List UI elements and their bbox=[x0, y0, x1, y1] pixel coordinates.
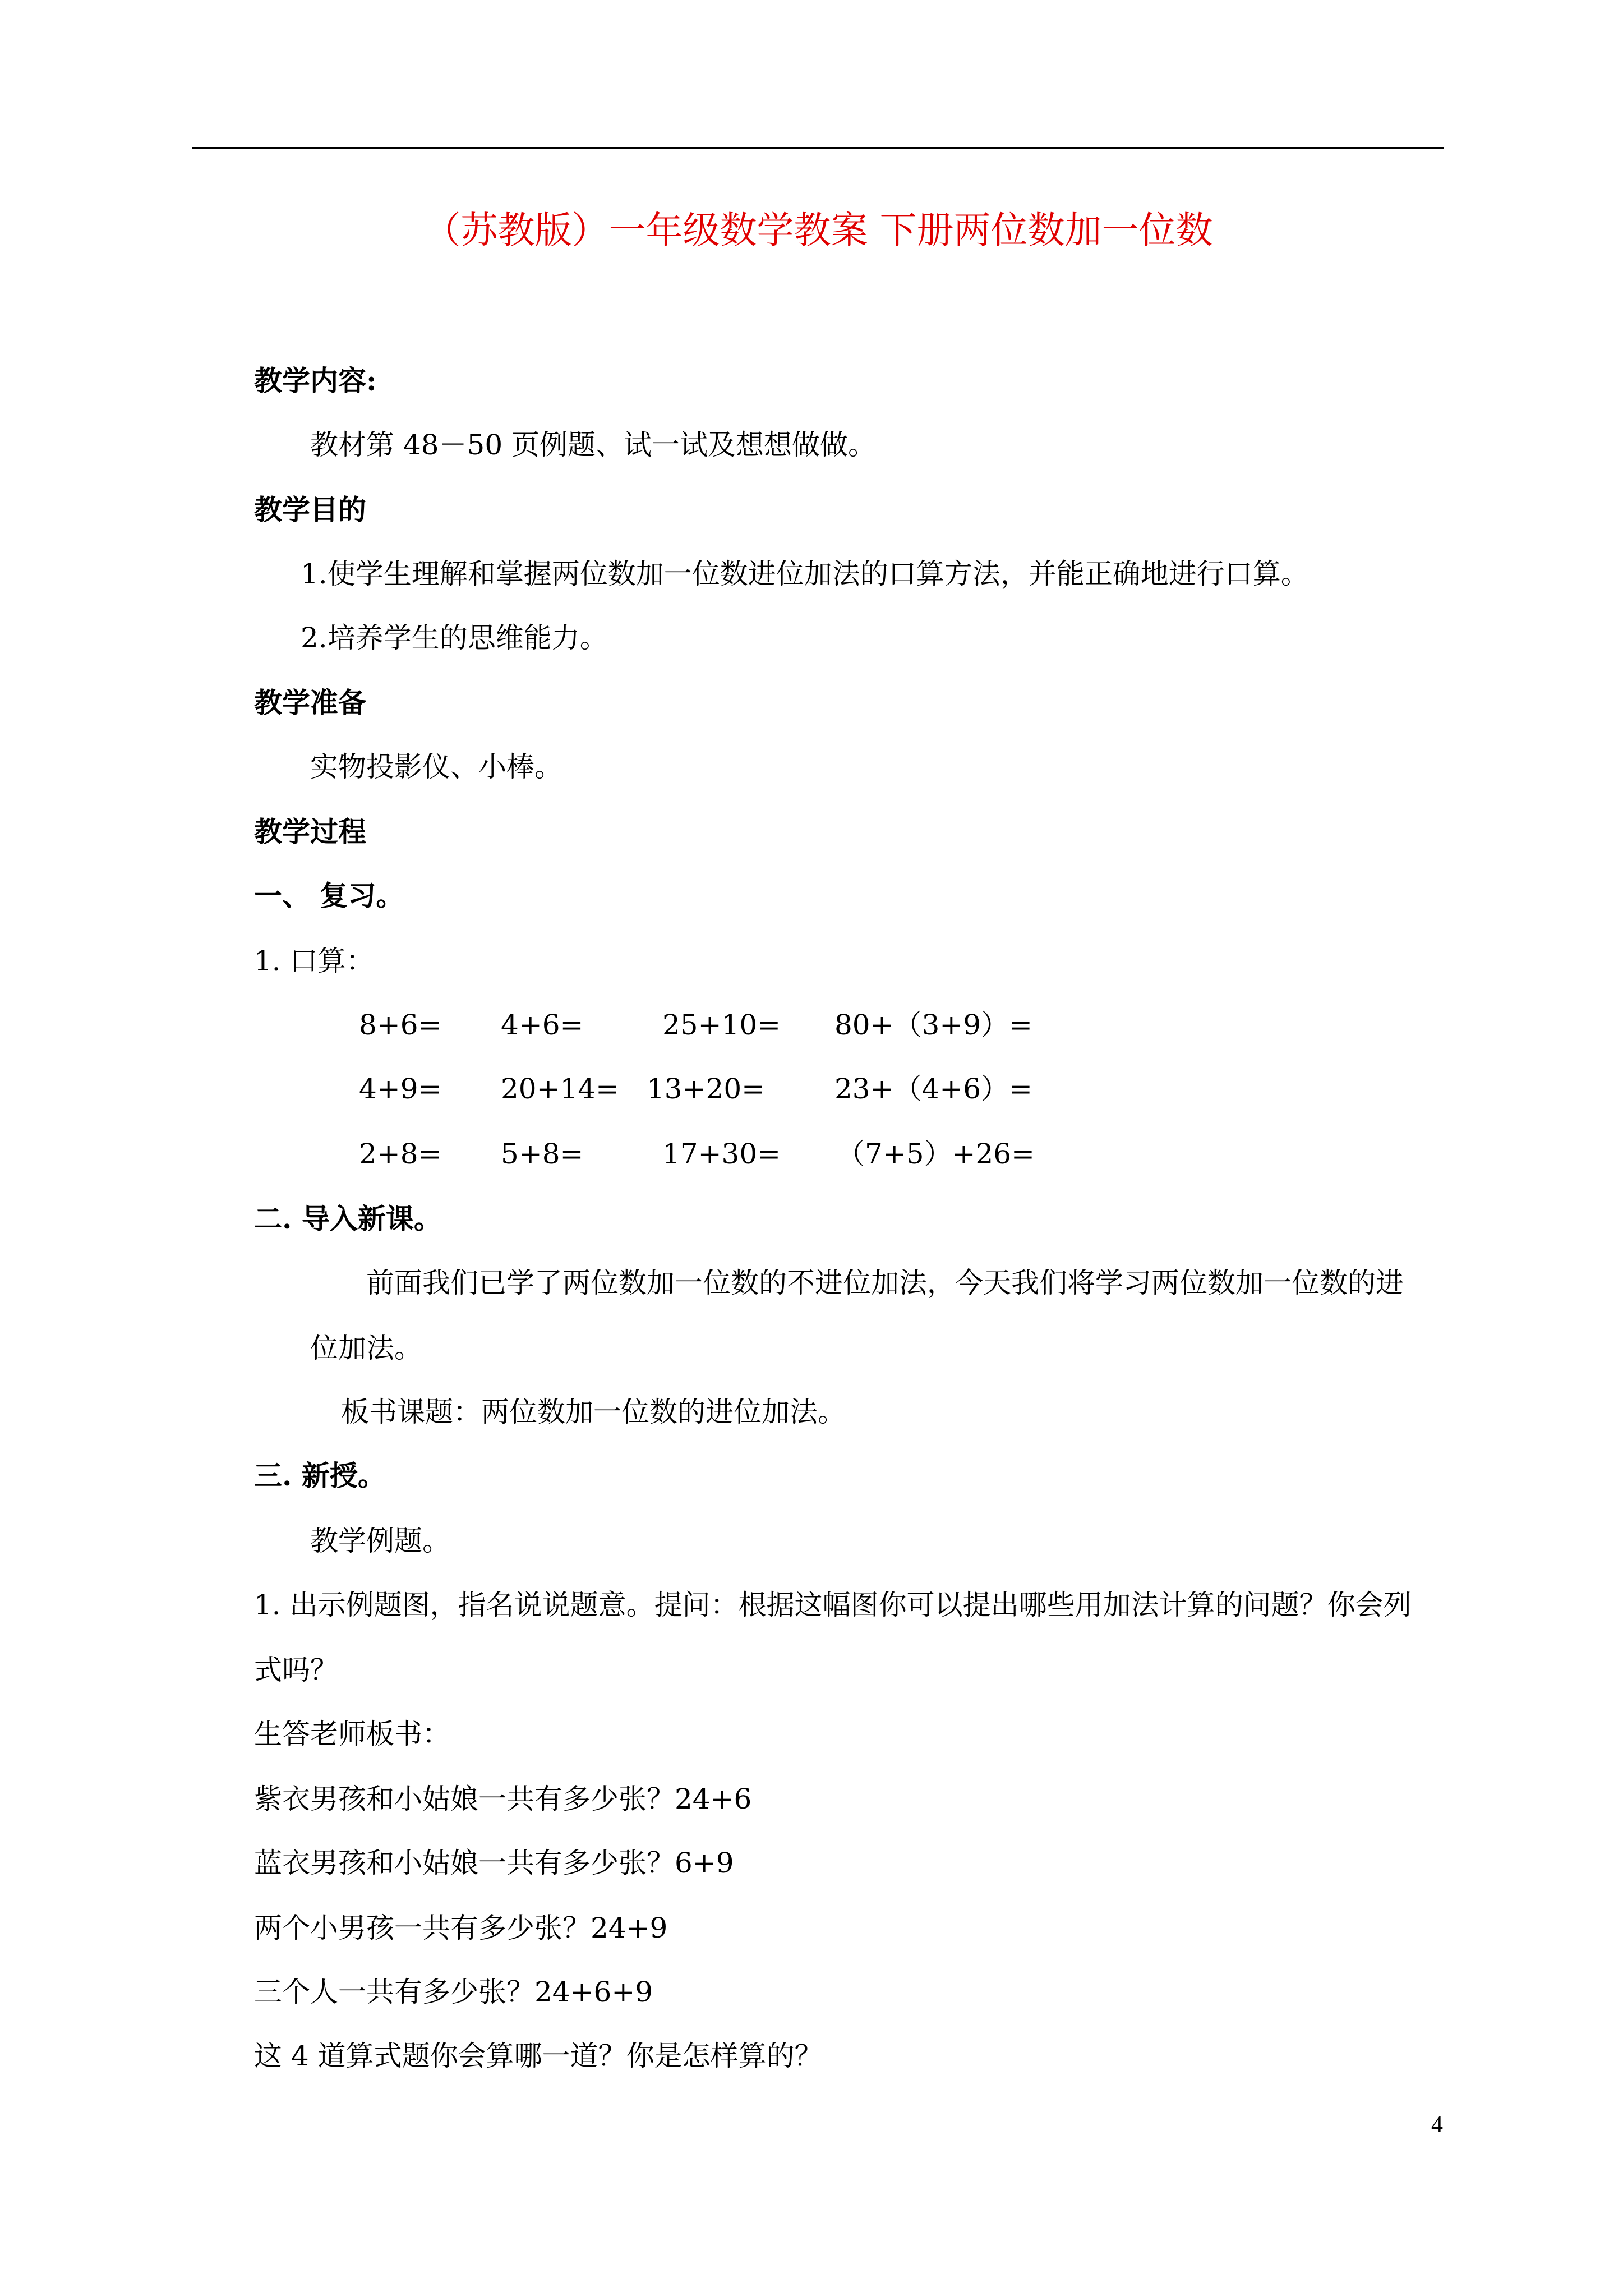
document-title: （苏教版）一年级数学教案 下册两位数加一位数 bbox=[423, 209, 1213, 252]
goal-item-2: 2.培养学生的思维能力。 bbox=[301, 622, 608, 654]
review-sub: 1. 口算： bbox=[254, 945, 374, 977]
answer-item: 紫衣男孩和小姑娘一共有多少张？24+6 bbox=[254, 1783, 752, 1815]
answer-item: 两个小男孩一共有多少张？24+9 bbox=[254, 1912, 668, 1944]
prep-text: 实物投影仪、小棒。 bbox=[310, 751, 562, 783]
content-text: 教材第 48－50 页例题、试一试及想想做做。 bbox=[310, 429, 877, 461]
calc-item: 23+（4+6）= bbox=[834, 1073, 1032, 1105]
prep-heading: 教学准备 bbox=[254, 686, 366, 719]
calc-item: 2+8= bbox=[359, 1138, 442, 1170]
content-heading: 教学内容: bbox=[254, 364, 377, 397]
review-heading: 一、 复习。 bbox=[254, 879, 404, 912]
answer-item: 三个人一共有多少张？24+6+9 bbox=[254, 1976, 653, 2008]
goal-item-1: 1.使学生理解和掌握两位数加一位数进位加法的口算方法，并能正确地进行口算。 bbox=[301, 558, 1309, 590]
header-rule bbox=[192, 147, 1444, 149]
closing-question: 这 4 道算式题你会算哪一道？你是怎样算的？ bbox=[254, 2040, 823, 2072]
calc-item: 4+9= bbox=[359, 1073, 442, 1105]
intro-heading: 二. 导入新课。 bbox=[254, 1202, 442, 1235]
calc-item: 8+6= bbox=[359, 1009, 442, 1041]
goals-heading: 教学目的 bbox=[254, 493, 366, 526]
answer-intro: 生答老师板书： bbox=[254, 1718, 450, 1750]
calc-item: 80+（3+9）= bbox=[834, 1009, 1032, 1041]
calc-item: 20+14= bbox=[501, 1073, 620, 1105]
new-lesson-heading: 三. 新授。 bbox=[254, 1459, 386, 1492]
page-number: 4 bbox=[1431, 2112, 1443, 2138]
question-line-1: 1. 出示例题图，指名说说题意。提问：根据这幅图你可以提出哪些用加法计算的问题？你会列 bbox=[254, 1589, 1412, 1621]
intro-line-1: 前面我们已学了两位数加一位数的不进位加法，今天我们将学习两位数加一位数的进 bbox=[366, 1267, 1404, 1299]
calc-item: 4+6= bbox=[501, 1009, 584, 1041]
intro-line-2: 位加法。 bbox=[310, 1332, 422, 1364]
calc-item: 13+20= bbox=[647, 1073, 766, 1105]
process-heading: 教学过程 bbox=[254, 815, 366, 848]
intro-board: 板书课题：两位数加一位数的进位加法。 bbox=[341, 1396, 846, 1428]
new-lesson-sub: 教学例题。 bbox=[310, 1525, 450, 1557]
calc-item: 25+10= bbox=[662, 1009, 781, 1041]
question-line-2: 式吗？ bbox=[254, 1654, 338, 1686]
calc-item: 17+30= bbox=[662, 1138, 781, 1170]
calc-item: 5+8= bbox=[501, 1138, 584, 1170]
calc-item: （7+5）+26= bbox=[837, 1138, 1035, 1170]
answer-item: 蓝衣男孩和小姑娘一共有多少张？6+9 bbox=[254, 1847, 734, 1879]
